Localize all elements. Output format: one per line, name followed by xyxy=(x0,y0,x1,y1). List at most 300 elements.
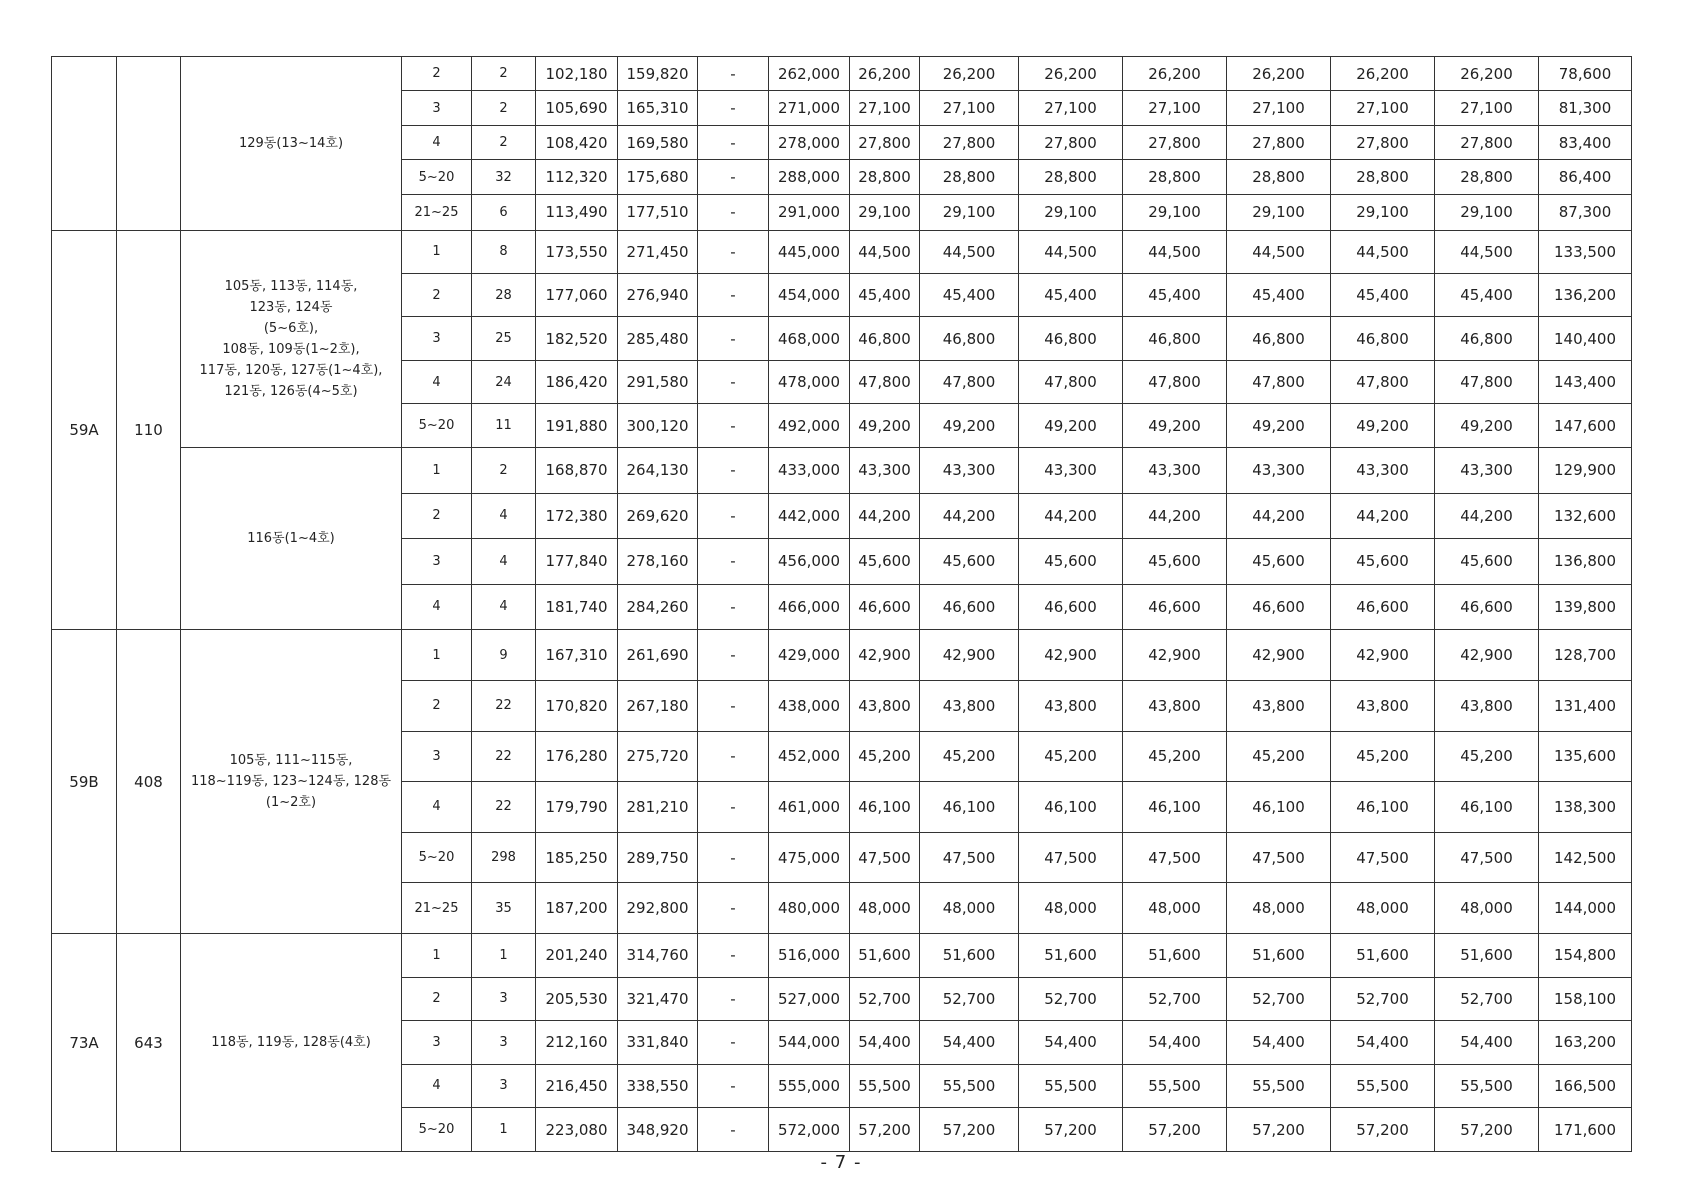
price-col-5: 45,400 xyxy=(850,273,920,317)
price-col-1: 185,250 xyxy=(536,832,618,883)
price-col-4: 461,000 xyxy=(769,782,850,833)
price-col-2: 291,580 xyxy=(618,360,698,404)
price-col-1: 173,550 xyxy=(536,231,618,274)
price-col-9: 45,200 xyxy=(1227,731,1331,782)
price-col-12: 147,600 xyxy=(1539,404,1632,448)
price-col-10: 43,300 xyxy=(1331,447,1435,493)
price-col-9: 28,800 xyxy=(1227,160,1331,194)
price-col-1: 223,080 xyxy=(536,1108,618,1152)
price-col-6: 29,100 xyxy=(920,194,1019,230)
price-col-2: 278,160 xyxy=(618,539,698,585)
price-col-6: 57,200 xyxy=(920,1108,1019,1152)
price-col-6: 52,700 xyxy=(920,977,1019,1021)
price-col-10: 28,800 xyxy=(1331,160,1435,194)
price-col-7: 47,500 xyxy=(1019,832,1123,883)
floor-cell: 21~25 xyxy=(402,883,472,934)
household-count-cell: 2 xyxy=(472,125,536,159)
price-col-10: 48,000 xyxy=(1331,883,1435,934)
price-col-12: 154,800 xyxy=(1539,934,1632,978)
price-col-12: 163,200 xyxy=(1539,1021,1632,1065)
price-col-2: 271,450 xyxy=(618,231,698,274)
household-count-cell: 3 xyxy=(472,977,536,1021)
price-col-9: 44,500 xyxy=(1227,231,1331,274)
price-col-7: 28,800 xyxy=(1019,160,1123,194)
price-col-12: 132,600 xyxy=(1539,493,1632,539)
unit-type-cell xyxy=(52,57,117,231)
price-col-1: 112,320 xyxy=(536,160,618,194)
price-col-5: 46,600 xyxy=(850,584,920,630)
price-col-6: 27,100 xyxy=(920,91,1019,125)
household-count-cell: 1 xyxy=(472,1108,536,1152)
price-col-5: 27,100 xyxy=(850,91,920,125)
price-col-12: 131,400 xyxy=(1539,680,1632,731)
price-col-6: 49,200 xyxy=(920,404,1019,448)
price-col-7: 45,200 xyxy=(1019,731,1123,782)
household-count-cell: 11 xyxy=(472,404,536,448)
price-col-3: - xyxy=(698,584,769,630)
price-col-11: 55,500 xyxy=(1435,1064,1539,1108)
price-col-11: 47,800 xyxy=(1435,360,1539,404)
household-count-cell: 32 xyxy=(472,160,536,194)
price-col-4: 544,000 xyxy=(769,1021,850,1065)
price-col-4: 438,000 xyxy=(769,680,850,731)
price-col-12: 138,300 xyxy=(1539,782,1632,833)
price-col-12: 158,100 xyxy=(1539,977,1632,1021)
table-row xyxy=(52,231,1632,274)
building-range-cell: 118동, 119동, 128동(4호) xyxy=(181,934,402,1152)
price-col-5: 47,500 xyxy=(850,832,920,883)
household-count-cell: 4 xyxy=(472,539,536,585)
price-col-2: 159,820 xyxy=(618,57,698,91)
price-col-9: 46,800 xyxy=(1227,317,1331,361)
price-col-12: 140,400 xyxy=(1539,317,1632,361)
price-col-9: 47,800 xyxy=(1227,360,1331,404)
price-col-1: 191,880 xyxy=(536,404,618,448)
building-range-line: 121동, 126동(4~5호) xyxy=(224,384,358,400)
building-range-line: 117동, 120동, 127동(1~4호), xyxy=(199,363,383,379)
price-col-5: 46,100 xyxy=(850,782,920,833)
price-col-3: - xyxy=(698,630,769,681)
price-col-11: 27,100 xyxy=(1435,91,1539,125)
floor-cell: 5~20 xyxy=(402,1108,472,1152)
price-col-8: 45,200 xyxy=(1123,731,1227,782)
price-col-5: 51,600 xyxy=(850,934,920,978)
floor-cell: 2 xyxy=(402,273,472,317)
price-col-5: 45,200 xyxy=(850,731,920,782)
price-col-2: 338,550 xyxy=(618,1064,698,1108)
price-col-5: 48,000 xyxy=(850,883,920,934)
price-col-3: - xyxy=(698,360,769,404)
floor-cell: 3 xyxy=(402,317,472,361)
price-col-4: 278,000 xyxy=(769,125,850,159)
price-col-2: 276,940 xyxy=(618,273,698,317)
price-col-10: 51,600 xyxy=(1331,934,1435,978)
building-range-line: 105동, 113동, 114동, xyxy=(224,279,358,295)
price-col-4: 433,000 xyxy=(769,447,850,493)
price-col-3: - xyxy=(698,731,769,782)
price-col-2: 300,120 xyxy=(618,404,698,448)
price-col-6: 45,200 xyxy=(920,731,1019,782)
price-col-12: 142,500 xyxy=(1539,832,1632,883)
price-col-10: 49,200 xyxy=(1331,404,1435,448)
price-col-3: - xyxy=(698,273,769,317)
price-col-4: 445,000 xyxy=(769,231,850,274)
price-col-11: 52,700 xyxy=(1435,977,1539,1021)
floor-cell: 1 xyxy=(402,630,472,681)
price-col-3: - xyxy=(698,977,769,1021)
floor-cell: 4 xyxy=(402,584,472,630)
household-count-cell: 1 xyxy=(472,934,536,978)
building-range-line: (5~6호), xyxy=(263,321,319,337)
price-col-3: - xyxy=(698,317,769,361)
price-col-11: 43,300 xyxy=(1435,447,1539,493)
price-table-body xyxy=(52,57,1632,1152)
price-col-7: 54,400 xyxy=(1019,1021,1123,1065)
unit-count-cell: 408 xyxy=(117,630,181,934)
price-col-7: 49,200 xyxy=(1019,404,1123,448)
price-col-4: 456,000 xyxy=(769,539,850,585)
price-col-11: 29,100 xyxy=(1435,194,1539,230)
building-range-line: 108동, 109동(1~2호), xyxy=(222,342,360,358)
price-col-8: 44,500 xyxy=(1123,231,1227,274)
price-col-1: 186,420 xyxy=(536,360,618,404)
floor-cell: 2 xyxy=(402,680,472,731)
price-col-2: 348,920 xyxy=(618,1108,698,1152)
price-col-3: - xyxy=(698,447,769,493)
floor-cell: 4 xyxy=(402,1064,472,1108)
price-col-3: - xyxy=(698,125,769,159)
household-count-cell: 22 xyxy=(472,731,536,782)
price-col-11: 48,000 xyxy=(1435,883,1539,934)
price-col-7: 27,800 xyxy=(1019,125,1123,159)
unit-count-cell: 110 xyxy=(117,231,181,630)
price-col-11: 28,800 xyxy=(1435,160,1539,194)
price-col-7: 48,000 xyxy=(1019,883,1123,934)
price-col-10: 26,200 xyxy=(1331,57,1435,91)
price-col-10: 45,200 xyxy=(1331,731,1435,782)
price-col-7: 47,800 xyxy=(1019,360,1123,404)
price-col-2: 267,180 xyxy=(618,680,698,731)
price-col-3: - xyxy=(698,539,769,585)
price-col-6: 46,800 xyxy=(920,317,1019,361)
price-col-3: - xyxy=(698,1064,769,1108)
household-count-cell: 4 xyxy=(472,584,536,630)
price-col-7: 46,100 xyxy=(1019,782,1123,833)
price-col-5: 45,600 xyxy=(850,539,920,585)
price-col-9: 45,600 xyxy=(1227,539,1331,585)
price-col-4: 466,000 xyxy=(769,584,850,630)
price-col-1: 201,240 xyxy=(536,934,618,978)
price-col-9: 27,100 xyxy=(1227,91,1331,125)
price-col-12: 136,800 xyxy=(1539,539,1632,585)
price-col-8: 27,800 xyxy=(1123,125,1227,159)
price-col-11: 54,400 xyxy=(1435,1021,1539,1065)
price-col-7: 43,300 xyxy=(1019,447,1123,493)
price-col-6: 43,800 xyxy=(920,680,1019,731)
table-row xyxy=(52,57,1632,91)
price-col-5: 44,200 xyxy=(850,493,920,539)
price-col-10: 45,600 xyxy=(1331,539,1435,585)
price-col-6: 44,500 xyxy=(920,231,1019,274)
price-col-9: 27,800 xyxy=(1227,125,1331,159)
price-col-9: 51,600 xyxy=(1227,934,1331,978)
price-col-1: 205,530 xyxy=(536,977,618,1021)
price-col-5: 27,800 xyxy=(850,125,920,159)
price-col-6: 45,400 xyxy=(920,273,1019,317)
price-col-5: 43,300 xyxy=(850,447,920,493)
price-col-3: - xyxy=(698,1021,769,1065)
price-col-8: 44,200 xyxy=(1123,493,1227,539)
price-col-9: 46,100 xyxy=(1227,782,1331,833)
table-row xyxy=(52,447,1632,493)
price-col-10: 54,400 xyxy=(1331,1021,1435,1065)
price-col-8: 46,800 xyxy=(1123,317,1227,361)
unit-count-cell xyxy=(117,57,181,231)
price-col-6: 46,600 xyxy=(920,584,1019,630)
floor-cell: 4 xyxy=(402,782,472,833)
price-col-6: 44,200 xyxy=(920,493,1019,539)
price-col-9: 54,400 xyxy=(1227,1021,1331,1065)
price-col-5: 43,800 xyxy=(850,680,920,731)
price-col-1: 105,690 xyxy=(536,91,618,125)
price-col-6: 26,200 xyxy=(920,57,1019,91)
price-col-11: 44,500 xyxy=(1435,231,1539,274)
price-col-11: 45,600 xyxy=(1435,539,1539,585)
price-col-4: 452,000 xyxy=(769,731,850,782)
household-count-cell: 9 xyxy=(472,630,536,681)
price-col-2: 331,840 xyxy=(618,1021,698,1065)
price-col-9: 57,200 xyxy=(1227,1108,1331,1152)
price-col-2: 165,310 xyxy=(618,91,698,125)
price-col-7: 45,400 xyxy=(1019,273,1123,317)
price-col-9: 43,300 xyxy=(1227,447,1331,493)
household-count-cell: 25 xyxy=(472,317,536,361)
price-col-8: 47,500 xyxy=(1123,832,1227,883)
price-col-3: - xyxy=(698,782,769,833)
price-col-2: 175,680 xyxy=(618,160,698,194)
household-count-cell: 3 xyxy=(472,1021,536,1065)
price-col-5: 57,200 xyxy=(850,1108,920,1152)
price-col-8: 45,600 xyxy=(1123,539,1227,585)
price-col-6: 42,900 xyxy=(920,630,1019,681)
price-col-10: 27,100 xyxy=(1331,91,1435,125)
table-row xyxy=(52,934,1632,978)
price-col-2: 321,470 xyxy=(618,977,698,1021)
price-col-1: 108,420 xyxy=(536,125,618,159)
price-col-6: 48,000 xyxy=(920,883,1019,934)
price-col-12: 135,600 xyxy=(1539,731,1632,782)
floor-cell: 5~20 xyxy=(402,160,472,194)
price-col-11: 45,200 xyxy=(1435,731,1539,782)
price-col-9: 46,600 xyxy=(1227,584,1331,630)
price-col-2: 275,720 xyxy=(618,731,698,782)
price-col-11: 47,500 xyxy=(1435,832,1539,883)
price-col-8: 48,000 xyxy=(1123,883,1227,934)
price-col-10: 57,200 xyxy=(1331,1108,1435,1152)
price-col-8: 51,600 xyxy=(1123,934,1227,978)
price-col-1: 172,380 xyxy=(536,493,618,539)
price-col-5: 42,900 xyxy=(850,630,920,681)
price-col-1: 167,310 xyxy=(536,630,618,681)
price-col-7: 46,800 xyxy=(1019,317,1123,361)
household-count-cell: 4 xyxy=(472,493,536,539)
price-col-6: 27,800 xyxy=(920,125,1019,159)
price-col-11: 51,600 xyxy=(1435,934,1539,978)
household-count-cell: 3 xyxy=(472,1064,536,1108)
price-col-11: 43,800 xyxy=(1435,680,1539,731)
price-col-10: 45,400 xyxy=(1331,273,1435,317)
household-count-cell: 2 xyxy=(472,57,536,91)
price-col-7: 43,800 xyxy=(1019,680,1123,731)
price-col-4: 475,000 xyxy=(769,832,850,883)
floor-cell: 3 xyxy=(402,91,472,125)
price-col-8: 42,900 xyxy=(1123,630,1227,681)
price-col-12: 129,900 xyxy=(1539,447,1632,493)
price-col-4: 429,000 xyxy=(769,630,850,681)
household-count-cell: 22 xyxy=(472,782,536,833)
price-col-5: 55,500 xyxy=(850,1064,920,1108)
price-col-1: 182,520 xyxy=(536,317,618,361)
price-col-12: 171,600 xyxy=(1539,1108,1632,1152)
price-col-1: 216,450 xyxy=(536,1064,618,1108)
price-col-10: 55,500 xyxy=(1331,1064,1435,1108)
price-col-3: - xyxy=(698,404,769,448)
price-col-2: 264,130 xyxy=(618,447,698,493)
price-col-6: 47,500 xyxy=(920,832,1019,883)
price-col-7: 52,700 xyxy=(1019,977,1123,1021)
price-col-2: 261,690 xyxy=(618,630,698,681)
price-col-4: 516,000 xyxy=(769,934,850,978)
price-col-2: 314,760 xyxy=(618,934,698,978)
price-col-7: 42,900 xyxy=(1019,630,1123,681)
price-table xyxy=(51,56,1632,1152)
price-col-8: 46,100 xyxy=(1123,782,1227,833)
price-col-8: 28,800 xyxy=(1123,160,1227,194)
price-col-4: 468,000 xyxy=(769,317,850,361)
price-col-6: 43,300 xyxy=(920,447,1019,493)
floor-cell: 21~25 xyxy=(402,194,472,230)
price-col-12: 133,500 xyxy=(1539,231,1632,274)
building-range-line: 118~119동, 123~124동, 128동 xyxy=(190,774,392,790)
price-col-4: 262,000 xyxy=(769,57,850,91)
price-col-2: 292,800 xyxy=(618,883,698,934)
price-col-5: 28,800 xyxy=(850,160,920,194)
price-col-2: 169,580 xyxy=(618,125,698,159)
price-col-8: 45,400 xyxy=(1123,273,1227,317)
price-col-9: 48,000 xyxy=(1227,883,1331,934)
price-col-2: 177,510 xyxy=(618,194,698,230)
price-col-6: 46,100 xyxy=(920,782,1019,833)
price-col-10: 29,100 xyxy=(1331,194,1435,230)
price-col-9: 29,100 xyxy=(1227,194,1331,230)
price-col-6: 47,800 xyxy=(920,360,1019,404)
floor-cell: 5~20 xyxy=(402,404,472,448)
price-col-10: 27,800 xyxy=(1331,125,1435,159)
price-col-6: 45,600 xyxy=(920,539,1019,585)
price-col-3: - xyxy=(698,194,769,230)
price-col-10: 46,100 xyxy=(1331,782,1435,833)
floor-cell: 3 xyxy=(402,539,472,585)
price-col-6: 55,500 xyxy=(920,1064,1019,1108)
price-col-12: 143,400 xyxy=(1539,360,1632,404)
price-col-4: 492,000 xyxy=(769,404,850,448)
household-count-cell: 24 xyxy=(472,360,536,404)
price-col-2: 285,480 xyxy=(618,317,698,361)
floor-cell: 2 xyxy=(402,493,472,539)
price-col-8: 26,200 xyxy=(1123,57,1227,91)
price-col-3: - xyxy=(698,934,769,978)
price-col-9: 55,500 xyxy=(1227,1064,1331,1108)
household-count-cell: 298 xyxy=(472,832,536,883)
price-col-12: 86,400 xyxy=(1539,160,1632,194)
price-col-1: 177,060 xyxy=(536,273,618,317)
price-col-4: 291,000 xyxy=(769,194,850,230)
price-col-7: 44,500 xyxy=(1019,231,1123,274)
building-range-cell: 129동(13~14호) xyxy=(181,57,402,231)
price-col-7: 45,600 xyxy=(1019,539,1123,585)
price-col-9: 43,800 xyxy=(1227,680,1331,731)
price-col-7: 55,500 xyxy=(1019,1064,1123,1108)
price-col-5: 52,700 xyxy=(850,977,920,1021)
price-col-1: 176,280 xyxy=(536,731,618,782)
price-col-1: 168,870 xyxy=(536,447,618,493)
building-range-line: 123동, 124동 xyxy=(249,300,333,316)
building-range-cell xyxy=(181,231,402,448)
price-col-4: 271,000 xyxy=(769,91,850,125)
price-col-1: 212,160 xyxy=(536,1021,618,1065)
price-col-8: 29,100 xyxy=(1123,194,1227,230)
price-col-1: 181,740 xyxy=(536,584,618,630)
price-col-1: 102,180 xyxy=(536,57,618,91)
floor-cell: 2 xyxy=(402,57,472,91)
price-col-4: 442,000 xyxy=(769,493,850,539)
price-col-1: 177,840 xyxy=(536,539,618,585)
price-col-8: 57,200 xyxy=(1123,1108,1227,1152)
price-col-1: 113,490 xyxy=(536,194,618,230)
price-col-9: 52,700 xyxy=(1227,977,1331,1021)
price-col-2: 269,620 xyxy=(618,493,698,539)
price-col-5: 26,200 xyxy=(850,57,920,91)
price-col-4: 480,000 xyxy=(769,883,850,934)
floor-cell: 5~20 xyxy=(402,832,472,883)
price-col-4: 454,000 xyxy=(769,273,850,317)
price-col-2: 281,210 xyxy=(618,782,698,833)
price-col-12: 78,600 xyxy=(1539,57,1632,91)
floor-cell: 1 xyxy=(402,447,472,493)
price-col-5: 54,400 xyxy=(850,1021,920,1065)
price-col-9: 26,200 xyxy=(1227,57,1331,91)
floor-cell: 1 xyxy=(402,934,472,978)
floor-cell: 3 xyxy=(402,1021,472,1065)
price-col-12: 87,300 xyxy=(1539,194,1632,230)
building-range-line: (1~2호) xyxy=(265,795,317,811)
price-col-4: 288,000 xyxy=(769,160,850,194)
price-col-12: 83,400 xyxy=(1539,125,1632,159)
building-range-cell xyxy=(181,630,402,934)
price-col-8: 43,300 xyxy=(1123,447,1227,493)
price-col-8: 43,800 xyxy=(1123,680,1227,731)
household-count-cell: 2 xyxy=(472,447,536,493)
price-col-5: 49,200 xyxy=(850,404,920,448)
price-col-11: 46,600 xyxy=(1435,584,1539,630)
price-col-12: 81,300 xyxy=(1539,91,1632,125)
floor-cell: 4 xyxy=(402,125,472,159)
price-col-3: - xyxy=(698,832,769,883)
price-col-9: 47,500 xyxy=(1227,832,1331,883)
price-col-3: - xyxy=(698,231,769,274)
floor-cell: 4 xyxy=(402,360,472,404)
price-col-11: 27,800 xyxy=(1435,125,1539,159)
